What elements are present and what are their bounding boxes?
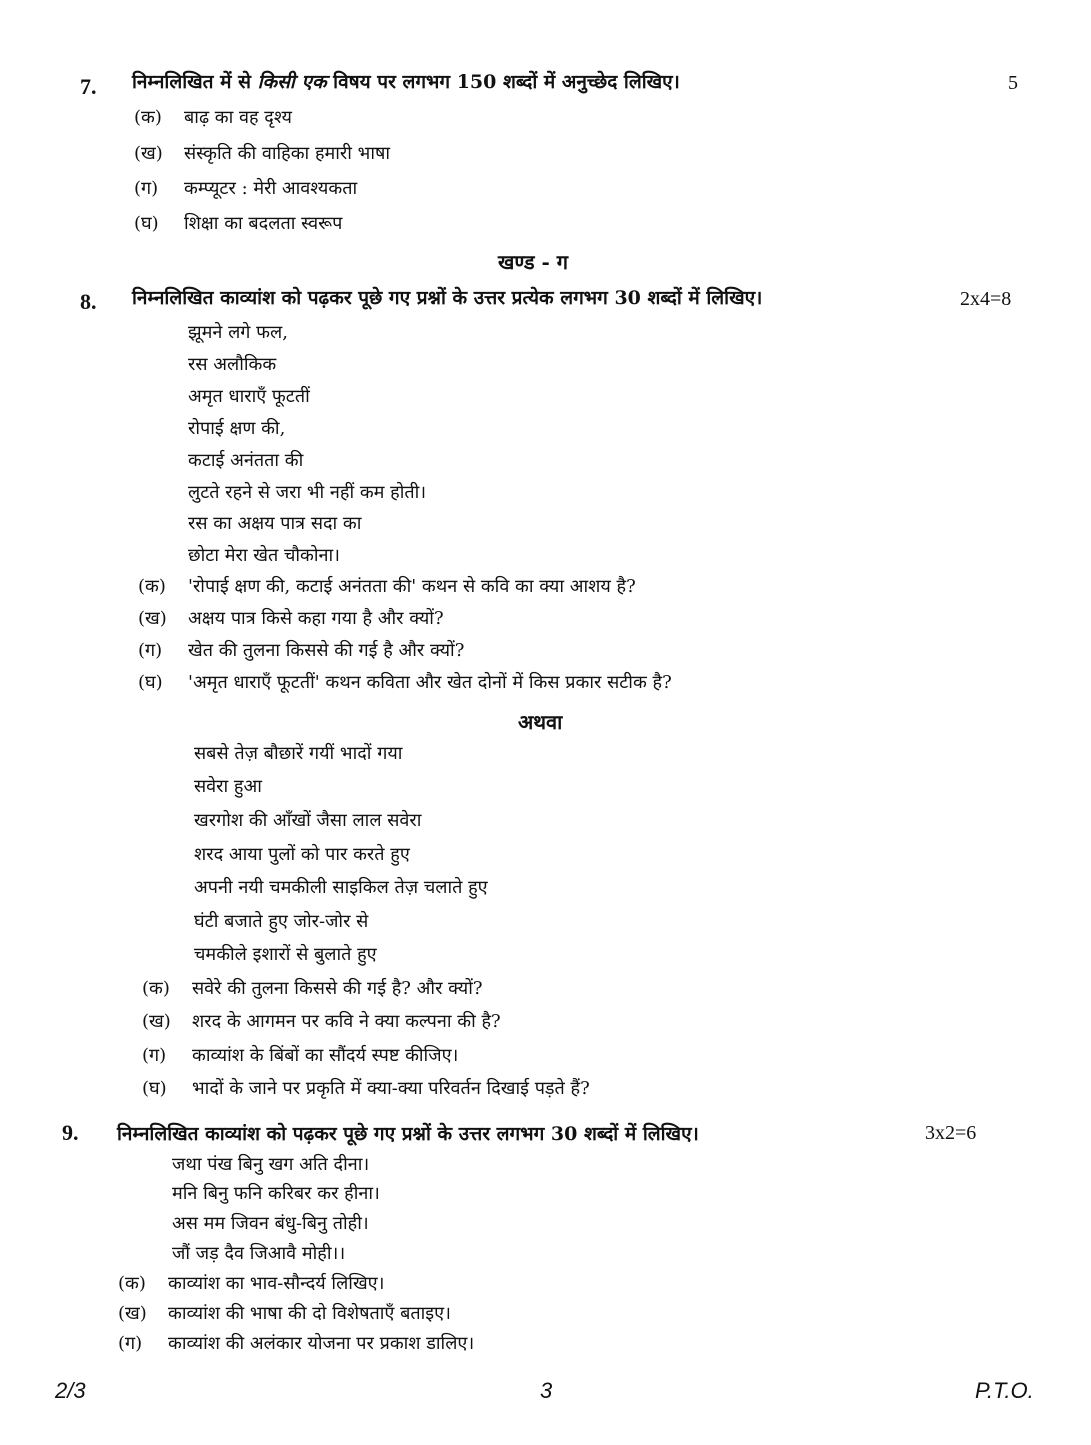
q9-text: निम्नलिखित काव्यांश को पढ़कर पूछे गए प्रश्नों के उत्तर लगभग 30 शब्दों में लिखिए। [117,1123,699,1145]
q7-text-before: निम्नलिखित में से [132,71,258,93]
q8-question [138,574,636,598]
option-text: कम्प्यूटर : मेरी आवश्यकता [184,178,358,199]
option-label: (क) [134,107,162,128]
option-text: काव्यांश की अलंकार योजना पर प्रकाश डालिए। [168,1333,475,1354]
poem-line: रस का अक्षय पात्र सदा का [188,513,362,534]
footer-code: 2/3 [55,1378,86,1403]
q7-number: 7. [80,74,97,99]
option-text: भादों के जाने पर प्रकृति में क्या-क्या परिवर्तन दिखाई पड़ते हैं? [192,1078,590,1099]
q9-question [118,1301,451,1325]
option-label: (ग) [118,1333,143,1354]
q8-question [138,670,672,694]
q8-alt-question [142,1009,501,1033]
option-text: सवेरे की तुलना किससे की गई है? और क्यों? [192,978,483,999]
option-text: शिक्षा का बदलता स्वरूप [184,213,343,234]
option-text: खेत की तुलना किससे की गई है और क्यों? [188,640,465,661]
poem-line: सबसे तेज़ बौछारें गयीं भादों गया [194,743,403,764]
option-text: अक्षय पात्र किसे कहा गया है और क्यों? [188,608,444,629]
q8-number: 8. [80,289,97,314]
poem-line: छोटा मेरा खेत चौकोना। [188,545,341,566]
option-label: (घ) [134,213,159,234]
option-label: (घ) [138,672,163,693]
page-number: 3 [540,1378,553,1403]
q7-text-emphasis: किसी एक [257,71,327,93]
q7-option [134,176,357,200]
option-text: बाढ़ का वह दृश्य [184,107,292,128]
poem-line: अमृत धाराएँ फूटतीं [188,386,310,407]
option-label: (क) [118,1273,146,1294]
q8-question [138,606,444,630]
poem-line: शरद आया पुलों को पार करते हुए [194,844,410,865]
q7-marks: 5 [1008,72,1018,94]
q8-alt-question [142,976,483,1000]
poem-line: जथा पंख बिनु खग अति दीना। [172,1154,370,1175]
poem-line: जौं जड़ दैव जिआवै मोही।। [172,1243,346,1264]
option-text: 'रोपाई क्षण की, कटाई अनंतता की' कथन से कवि का क्या आशय है? [188,576,636,597]
poem-line: खरगोश की आँखों जैसा लाल सवेरा [194,810,422,831]
q9-question [118,1331,474,1355]
q7-text [132,68,680,94]
poem-line: लुटते रहने से जरा भी नहीं कम होती। [188,482,427,503]
option-label: (ख) [138,608,167,629]
option-label: (ग) [142,1045,167,1066]
or-label: अथवा [518,710,563,734]
option-text: काव्यांश की भाषा की दो विशेषताएँ बताइए। [168,1303,451,1324]
poem-line: झूमने लगे फल, [188,322,288,343]
q9-question [118,1271,384,1295]
poem-line: अस मम जिवन बंधु-बिनु तोही। [172,1213,369,1234]
section-heading: खण्ड - ग [498,250,569,274]
option-label: (ख) [142,1011,171,1032]
option-label: (घ) [142,1078,167,1099]
poem-line: रोपाई क्षण की, [188,418,286,439]
q8-alt-question [142,1076,590,1100]
poem-line: मनि बिनु फनि करिबर कर हीना। [172,1183,380,1204]
option-label: (ख) [118,1303,147,1324]
option-label: (ग) [138,640,163,661]
poem-line: सवेरा हुआ [194,776,262,797]
q8-question [138,638,464,662]
q7-text-after: विषय पर लगभग 150 शब्दों में अनुच्छेद लिखिए। [326,71,680,93]
option-label: (ग) [134,178,159,199]
option-label: (क) [138,576,166,597]
poem-line: चमकीले इशारों से बुलाते हुए [194,944,377,965]
poem-line: घंटी बजाते हुए जोर-जोर से [194,911,369,932]
option-text: शरद के आगमन पर कवि ने क्या कल्पना की है? [192,1011,501,1032]
poem-line: रस अलौकिक [188,354,277,375]
option-label: (ख) [134,143,163,164]
option-text: काव्यांश का भाव-सौन्दर्य लिखिए। [168,1273,385,1294]
q7-option [134,141,390,165]
q8-marks: 2x4=8 [960,288,1012,310]
q8-alt-question [142,1043,458,1067]
q7-option [134,211,342,235]
q8-text: निम्नलिखित काव्यांश को पढ़कर पूछे गए प्रश्नों के उत्तर प्रत्येक लगभग 30 शब्दों में लिखिए। [132,287,763,309]
poem-line: कटाई अनंतता की [188,450,304,471]
option-text: 'अमृत धाराएँ फूटतीं' कथन कविता और खेत दोनों में किस प्रकार सटीक है? [188,672,672,693]
q9-number: 9. [62,1120,79,1145]
option-text: काव्यांश के बिंबों का सौंदर्य स्पष्ट कीजिए। [192,1045,459,1066]
q7-option [134,105,292,129]
option-text: संस्कृति की वाहिका हमारी भाषा [184,143,391,164]
q9-marks: 3x2=6 [925,1122,977,1144]
poem-line: अपनी नयी चमकीली साइकिल तेज़ चलाते हुए [194,877,488,898]
option-label: (क) [142,978,170,999]
pto-label: P.T.O. [975,1378,1034,1403]
